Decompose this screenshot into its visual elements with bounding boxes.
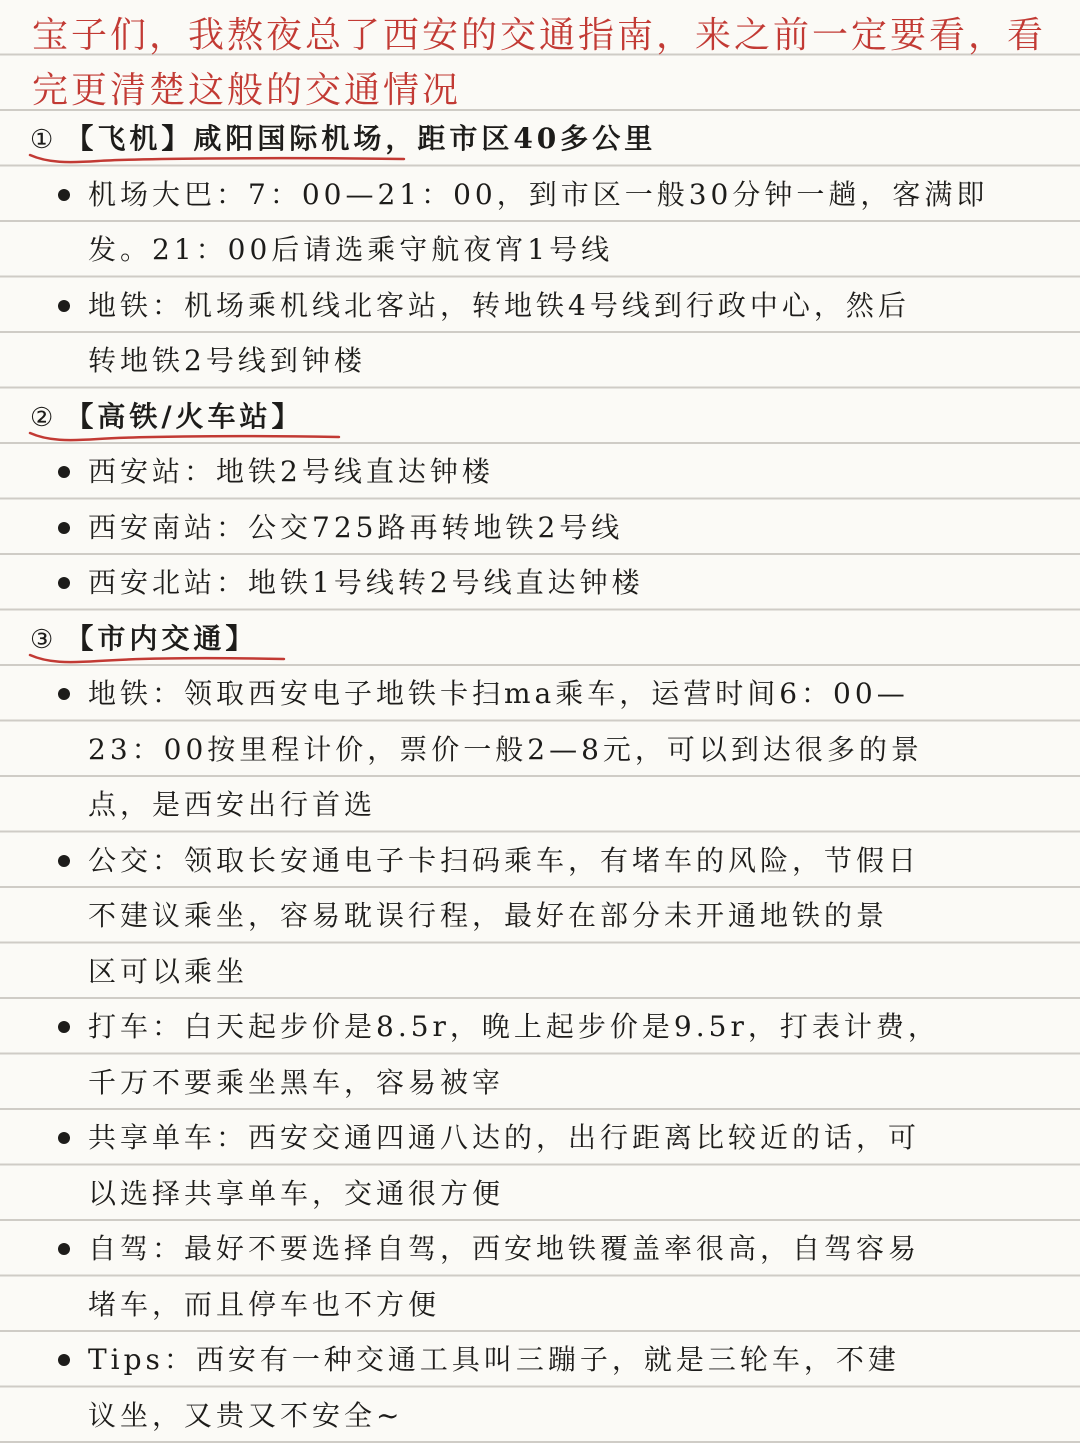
bullet-dot	[58, 1243, 70, 1255]
red-underline-stroke	[30, 655, 284, 662]
bullet-item-text: Tips：西安有一种交通工具叫三蹦子，就是三轮车，不建	[88, 1343, 900, 1376]
red-underline-stroke	[30, 155, 404, 162]
bullet-item-continuation: 23：00按里程计价，票价一般2—8元，可以到达很多的景	[88, 733, 923, 766]
section-heading-text: 【高铁/火车站】	[65, 400, 304, 433]
bullet-dot	[58, 1354, 70, 1366]
bullet-item-text: 地铁：机场乘机线北客站，转地铁4号线到行政中心，然后	[88, 289, 910, 322]
red-underline	[28, 649, 288, 667]
bullet-item-continuation: 不建议乘坐，容易耽误行程，最好在部分未开通地铁的景	[88, 899, 889, 932]
bullet-item-text: 自驾：最好不要选择自驾，西安地铁覆盖率很高，自驾容易	[88, 1232, 921, 1265]
bullet-dot	[58, 688, 70, 700]
red-underline-stroke	[30, 433, 339, 440]
bullet-item-continuation: 千万不要乘坐黑车，容易被宰	[88, 1066, 505, 1099]
bullet-dot	[58, 189, 70, 201]
bullet-item-text: 西安南站：公交725路再转地铁2号线	[88, 511, 624, 544]
bullet-item-text: 地铁：领取西安电子地铁卡扫ma乘车，运营时间6：00—	[88, 677, 909, 710]
bullet-item-text: 公交：领取长安通电子卡扫码乘车，有堵车的风险，节假日	[88, 844, 921, 877]
section-number: ③	[30, 625, 58, 655]
bullet-item-continuation: 点，是西安出行首选	[88, 788, 377, 821]
bullet-dot	[58, 577, 70, 589]
red-underline	[28, 427, 343, 445]
bullet-dot	[58, 466, 70, 478]
bullet-dot	[58, 1021, 70, 1033]
bullet-item-text: 西安北站：地铁1号线转2号线直达钟楼	[88, 566, 644, 599]
section-heading-text: 【市内交通】	[65, 622, 258, 655]
section-heading-text: 【飞机】咸阳国际机场，距市区40多公里	[65, 122, 657, 155]
bullet-item-text: 机场大巴：7：00—21：00，到市区一般30分钟一趟，客满即	[88, 178, 989, 211]
red-underline	[28, 149, 408, 167]
bullet-dot	[58, 522, 70, 534]
section-number: ①	[30, 125, 58, 155]
bullet-item-continuation: 区可以乘坐	[88, 955, 249, 988]
bullet-item-continuation: 以选择共享单车，交通很方便	[88, 1177, 505, 1210]
bullet-item-continuation: 堵车，而且停车也不方便	[88, 1288, 441, 1321]
bullet-item-continuation: 转地铁2号线到钟楼	[88, 344, 366, 377]
page-title: 宝子们，我熬夜总了西安的交通指南，来之前一定要看，看完更清楚这般的交通情况	[32, 15, 1047, 111]
section-number: ②	[30, 403, 58, 433]
bullet-item-text: 打车：白天起步价是8.5r，晚上起步价是9.5r，打表计费，	[88, 1010, 940, 1043]
bullet-item-text: 共享单车：西安交通四通八达的，出行距离比较近的话，可	[88, 1121, 921, 1154]
bullet-item-continuation: 发。21：00后请选乘守航夜宵1号线	[88, 233, 614, 266]
bullet-dot	[58, 300, 70, 312]
bullet-dot	[58, 1132, 70, 1144]
bullet-item-continuation: 议坐，又贵又不安全~	[88, 1399, 404, 1432]
bullet-item-text: 西安站：地铁2号线直达钟楼	[88, 455, 494, 488]
bullet-dot	[58, 855, 70, 867]
